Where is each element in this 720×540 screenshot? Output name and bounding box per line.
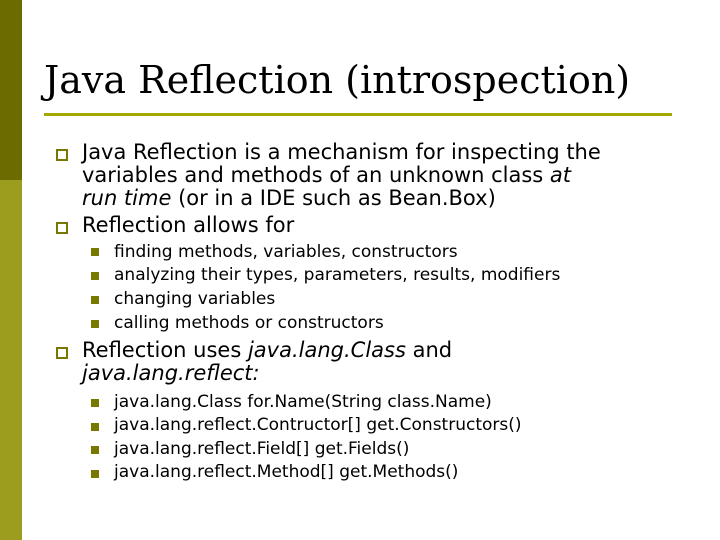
bullet-line (82, 362, 692, 385)
italic-text: java.lang.reflect: (82, 361, 260, 385)
title-underline (44, 113, 672, 116)
italic-text: run time (82, 186, 172, 210)
bullet-text: and (412, 338, 453, 362)
bullet-text: variables and methods of an unknown class (82, 163, 544, 187)
sub-bullet-item: changing variables (114, 289, 276, 309)
bullet-line: Java Reflection is a mechanism for inspecting the (82, 140, 601, 164)
sub-bullet-item: finding methods, variables, constructors (114, 242, 458, 262)
sub-bullet-item: java.lang.reflect.Field[] get.Fields() (114, 439, 410, 459)
bullet-icon (56, 347, 68, 359)
sub-bullet-icon (91, 272, 99, 280)
bullet-line (82, 339, 692, 362)
bullet-reflection-uses (82, 339, 692, 385)
sub-bullet-icon (91, 446, 99, 454)
sub-bullet-item: analyzing their types, parameters, results, modifiers (114, 265, 561, 285)
italic-text: java.lang.Class (247, 338, 406, 362)
bullet-text: Reflection uses (82, 338, 242, 362)
bullet-reflection-definition (82, 141, 692, 210)
italic-text: at (549, 163, 572, 187)
sub-bullet-item: java.lang.Class for.Name(String class.Name) (114, 392, 492, 412)
bullet-icon (56, 222, 68, 234)
sub-bullet-item: java.lang.reflect.Method[] get.Methods() (114, 462, 459, 482)
bullet-line (82, 164, 692, 187)
bullet-reflection-allows: Reflection allows for (82, 213, 295, 237)
bullet-icon (56, 149, 68, 161)
sub-bullet-icon (91, 470, 99, 478)
sidebar-accent-top (0, 0, 22, 180)
sub-bullet-icon (91, 320, 99, 328)
bullet-text: (or in a IDE such as Bean.Box) (178, 186, 496, 210)
sub-bullet-icon (91, 296, 99, 304)
sidebar-accent-bottom (0, 180, 22, 540)
sub-bullet-icon (91, 399, 99, 407)
sub-bullet-icon (91, 423, 99, 431)
slide-title: Java Reflection (introspection) (44, 58, 631, 102)
sub-bullet-icon (91, 248, 99, 256)
sub-bullet-item: java.lang.reflect.Contructor[] get.Constructors() (114, 415, 522, 435)
bullet-line (82, 187, 692, 210)
sub-bullet-item: calling methods or constructors (114, 313, 384, 333)
